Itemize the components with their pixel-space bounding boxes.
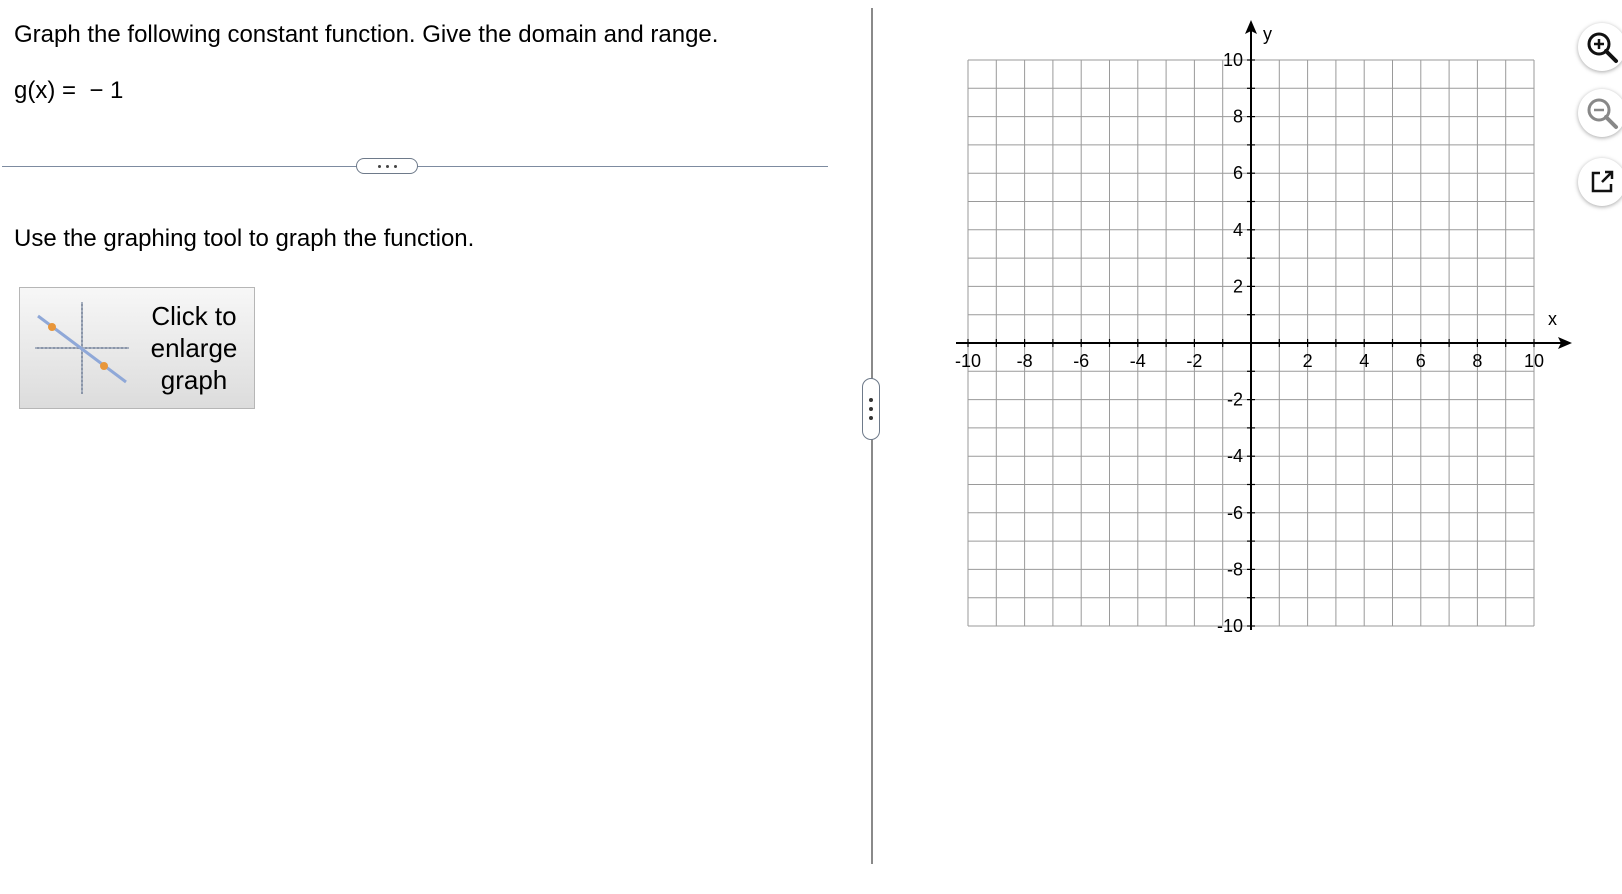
graph-instruction: Use the graphing tool to graph the function. [14, 225, 475, 252]
x-tick-label: -6 [1073, 351, 1090, 371]
y-tick-label: 4 [1232, 219, 1243, 240]
x-tick-label: 6 [1415, 351, 1426, 371]
zoom-out-icon [1585, 96, 1619, 130]
zoom-in-icon [1585, 30, 1619, 64]
x-tick-label: -8 [1016, 351, 1033, 371]
x-tick-label: -2 [1186, 351, 1203, 371]
function-expression: g(x) = − 1 [14, 77, 124, 104]
x-tick-label: 10 [1523, 351, 1545, 371]
axes [956, 20, 1572, 630]
x-tick-label: -4 [1129, 351, 1146, 371]
y-tick-label: -2 [1226, 389, 1243, 410]
y-tick-label: -6 [1226, 502, 1243, 523]
x-axis-label: x [1548, 309, 1557, 329]
x-tick-label: 2 [1302, 351, 1313, 371]
y-tick-label: -8 [1226, 559, 1243, 580]
zoom-out-button[interactable] [1578, 89, 1622, 137]
popout-button[interactable] [1578, 158, 1622, 206]
x-tick-label: 4 [1359, 351, 1370, 371]
popout-icon [1587, 167, 1617, 197]
enlarge-graph-button[interactable] [19, 287, 255, 409]
expand-more-button[interactable] [356, 158, 418, 174]
ellipsis-icon [378, 165, 381, 168]
y-tick-label: 10 [1222, 50, 1243, 70]
y-tick-label: 2 [1232, 276, 1243, 297]
x-tick-label: -10 [954, 351, 982, 371]
x-tick-label: 8 [1472, 351, 1483, 371]
y-axis-label: y [1263, 24, 1272, 44]
graph-thumbnail-icon [32, 300, 132, 396]
zoom-in-button[interactable] [1578, 23, 1622, 71]
y-tick-label: 6 [1232, 163, 1243, 184]
coordinate-graph[interactable] [940, 20, 1580, 640]
y-tick-label: 8 [1232, 106, 1243, 127]
y-tick-label: -4 [1226, 446, 1243, 467]
pane-resize-handle[interactable] [862, 378, 880, 440]
question-prompt: Graph the following constant function. Give the domain and range. [14, 21, 719, 48]
enlarge-graph-label: Click to enlarge graph [150, 301, 238, 395]
y-tick-label: -10 [1216, 616, 1243, 636]
